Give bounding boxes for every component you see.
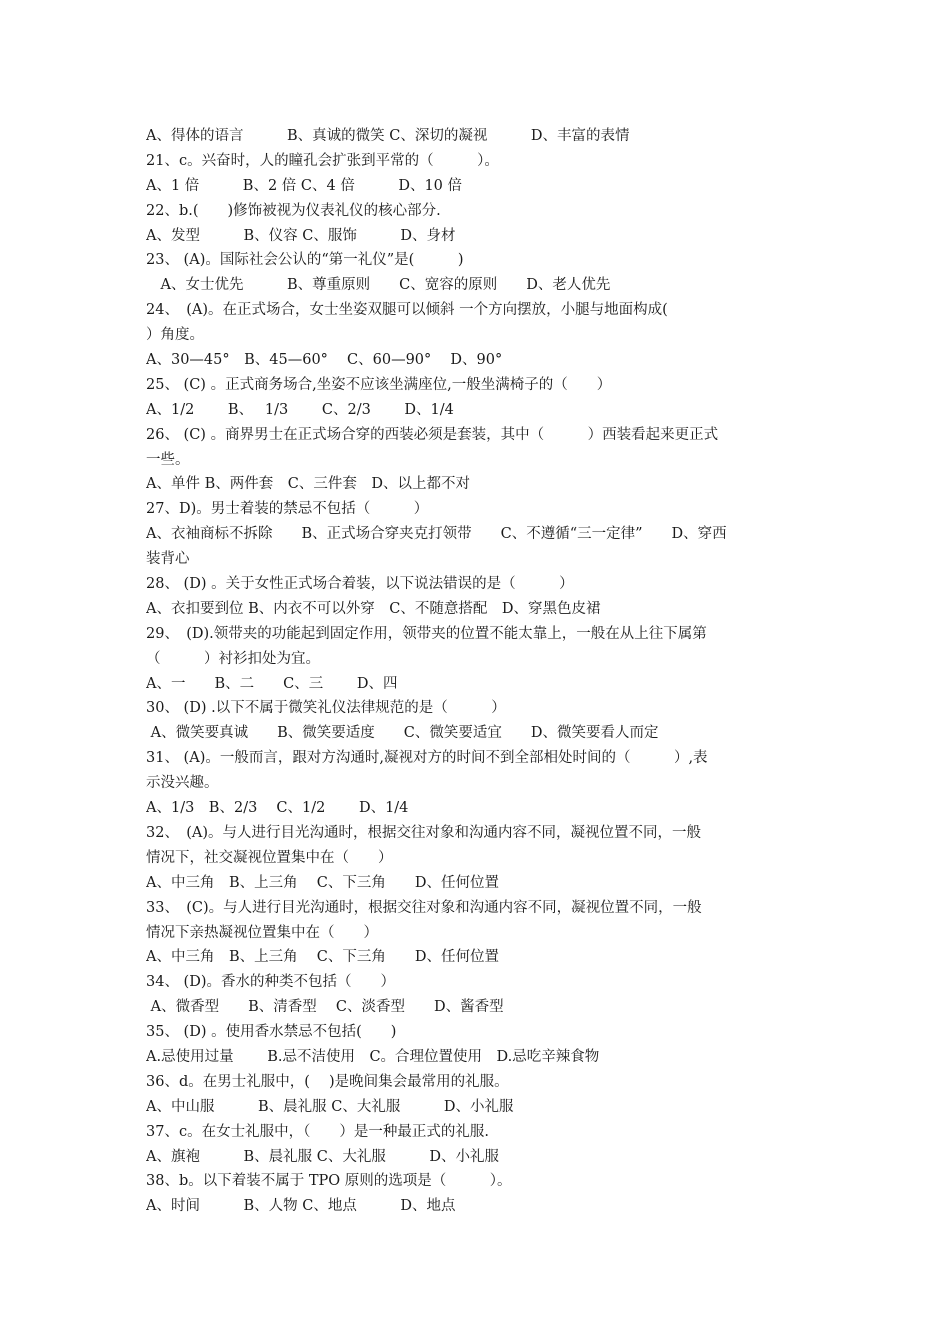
text-line: 34、 (D)。香水的种类不包括（ ） (146, 974, 395, 991)
text-line: 25、 (C) 。正式商务场合,坐姿不应该坐满座位,一般坐满椅子的（ ） (146, 376, 612, 393)
text-line: 21、c。兴奋时，人的瞳孔会扩张到平常的（ ）。 (146, 152, 499, 169)
text-line: 29、 (D).领带夹的功能起到固定作用，领带夹的位置不能太靠上，一般在从上往下属第 (146, 625, 707, 642)
text-line: A、微香型 B、清香型 C、淡香型 D、酱香型 (146, 999, 504, 1016)
question-list (146, 124, 810, 1219)
text-line: 23、 (A)。国际社会公认的“第一礼仪”是( ) (146, 252, 464, 269)
text-line: 24、 (A)。在正式场合，女士坐姿双腿可以倾斜 一个方向摆放，小腿与地面构成( (146, 302, 668, 319)
text-line: A、发型 B、仪容 C、服饰 D、身材 (146, 227, 456, 244)
text-line: A、30—45° B、45—60° C、60—90° D、90° (146, 352, 503, 369)
text-line: （ ）衬衫扣处为宜。 (146, 650, 320, 667)
text-line: A、一 B、二 C、三 D、四 (146, 675, 398, 692)
text-line: A、女士优先 B、尊重原则 C、宽容的原则 D、老人优先 (146, 277, 611, 294)
text-line: 装背心 (146, 551, 190, 568)
text-line: 35、 (D) 。使用香水禁忌不包括( ) (146, 1024, 397, 1041)
text-line: A、中三角 B、上三角 C、下三角 D、任何位置 (146, 874, 499, 891)
text-line: 28、 (D) 。关于女性正式场合着装，以下说法错误的是（ ） (146, 576, 574, 593)
text-line: A、1/3 B、2/3 C、1/2 D、1/4 (146, 800, 409, 817)
text-line: A、时间 B、人物 C、地点 D、地点 (146, 1198, 456, 1215)
text-line: 27、D)。男士着装的禁忌不包括（ ） (146, 501, 429, 518)
text-line: 一些。 (146, 451, 190, 468)
text-line: 情况下亲热凝视位置集中在（ ） (146, 924, 378, 941)
text-line: 38、b。以下着装不属于 TPO 原则的选项是（ ）。 (146, 1173, 512, 1190)
text-line: 32、 (A)。与人进行目光沟通时，根据交往对象和沟通内容不同，凝视位置不同，一般 (146, 824, 701, 841)
text-line: A、单件 B、两件套 C、三件套 D、以上都不对 (146, 476, 470, 493)
text-line: A、1/2 B、 1/3 C、2/3 D、1/4 (146, 401, 454, 418)
text-line: A、衣袖商标不拆除 B、正式场合穿夹克打领带 C、不遵循“三一定律” D、穿西 (146, 526, 727, 543)
text-line: 33、 (C)。与人进行目光沟通时，根据交往对象和沟通内容不同，凝视位置不同，一般 (146, 899, 702, 916)
text-line: 情况下，社交凝视位置集中在（ ） (146, 849, 393, 866)
text-line: 36、d。在男士礼服中，( )是晚间集会最常用的礼服。 (146, 1073, 509, 1090)
text-line: A、得体的语言 B、真诚的微笑 C、深切的凝视 D、丰富的表情 (146, 128, 630, 144)
text-line: 22、b.( )修饰被视为仪表礼仪的核心部分. (146, 202, 441, 219)
text-line: 30、 (D) .以下不属于微笑礼仪法律规范的是（ ） (146, 700, 506, 717)
text-line: A、中三角 B、上三角 C、下三角 D、任何位置 (146, 949, 499, 966)
text-line: 示没兴趣。 (146, 775, 219, 792)
text-line: A、微笑要真诚 B、微笑要适度 C、微笑要适宜 D、微笑要看人而定 (146, 725, 659, 742)
text-line: 37、c。在女士礼服中，（ ）是一种最正式的礼服. (146, 1123, 489, 1140)
text-line: A、旗袍 B、晨礼服 C、大礼服 D、小礼服 (146, 1148, 499, 1165)
text-line: 31、 (A)。一般而言，跟对方沟通时,凝视对方的时间不到全部相处时间的（ ）,表 (146, 750, 708, 767)
text-line: A、1 倍 B、2 倍 C、4 倍 D、10 倍 (146, 177, 463, 194)
text-line: 26、 (C) 。商界男士在正式场合穿的西装必须是套装，其中（ ）西装看起来更正式 (146, 426, 719, 443)
text-line: ）角度。 (146, 327, 204, 344)
text-line: A、中山服 B、晨礼服 C、大礼服 D、小礼服 (146, 1098, 514, 1115)
text-line: A、衣扣要到位 B、内衣不可以外穿 C、不随意搭配 D、穿黑色皮裙 (146, 600, 601, 617)
text-line: A.忌使用过量 B.忌不洁使用 C。合理位置使用 D.忌吃辛辣食物 (146, 1048, 600, 1065)
